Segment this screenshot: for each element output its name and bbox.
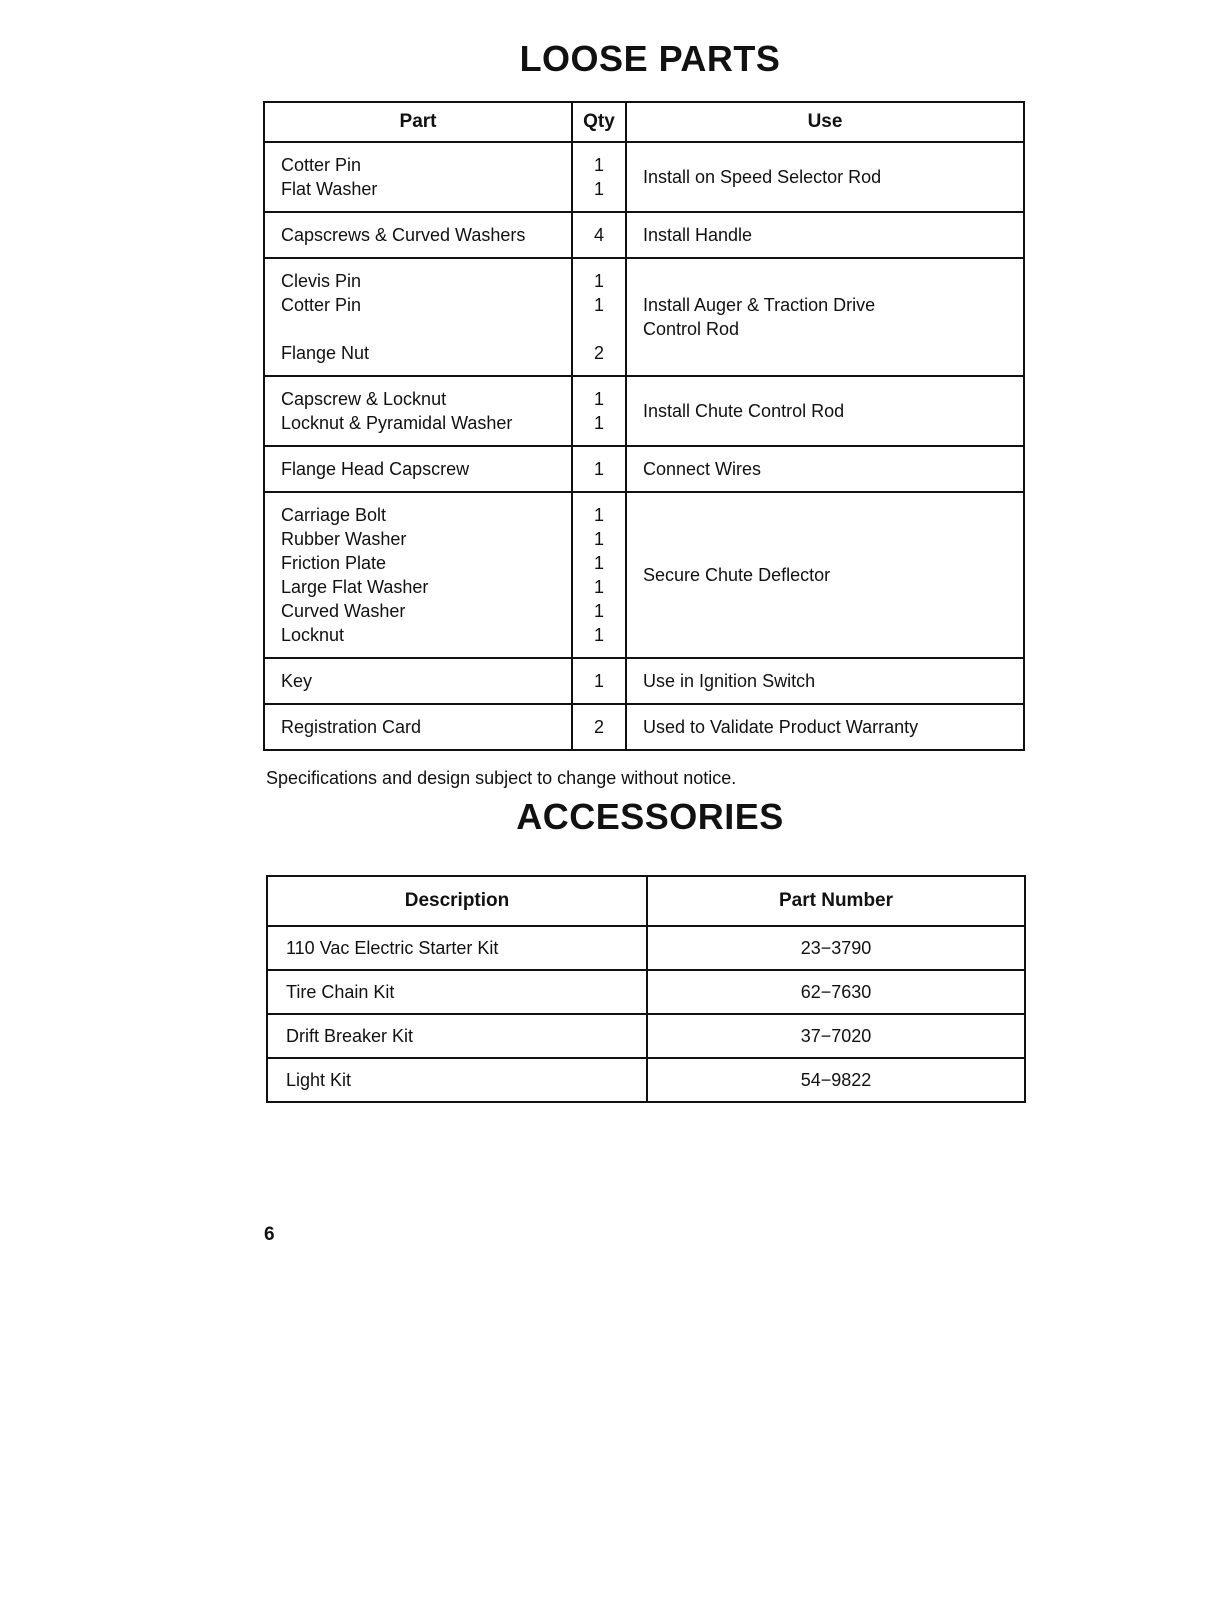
qty-cell-line xyxy=(577,317,621,341)
use-cell-line: Control Rod xyxy=(643,319,740,339)
table-row xyxy=(264,142,1024,212)
table-row xyxy=(264,446,1024,492)
table-header-row xyxy=(267,876,1025,926)
qty-column-header: Qty xyxy=(572,102,626,142)
part-cell-line: Cotter Pin xyxy=(281,295,362,315)
table-row xyxy=(267,970,1025,1014)
part-cell xyxy=(264,142,572,212)
qty-cell-line: 1 xyxy=(593,295,604,315)
part-cell xyxy=(264,704,572,750)
qty-cell xyxy=(572,492,626,658)
use-cell-line: Install on Speed Selector Rod xyxy=(643,167,882,187)
qty-cell-line: 1 xyxy=(593,271,604,291)
part-cell-line: Cotter Pin xyxy=(281,155,362,175)
use-cell xyxy=(626,704,1024,750)
part-number-cell: 54−9822 xyxy=(647,1058,1025,1102)
part-cell-line: Key xyxy=(281,671,313,691)
qty-cell-line: 2 xyxy=(593,343,604,363)
qty-cell-line: 4 xyxy=(593,225,604,245)
page-number: 6 xyxy=(264,1224,275,1245)
table-row xyxy=(264,376,1024,446)
qty-cell-line: 1 xyxy=(593,601,604,621)
description-cell: Drift Breaker Kit xyxy=(267,1014,647,1058)
table-row xyxy=(264,704,1024,750)
qty-cell-line: 2 xyxy=(593,717,604,737)
loose-parts-table xyxy=(263,101,1025,751)
qty-cell xyxy=(572,142,626,212)
use-cell xyxy=(626,142,1024,212)
part-cell-line: Capscrews & Curved Washers xyxy=(281,225,526,245)
use-cell xyxy=(626,658,1024,704)
part-cell-line xyxy=(281,317,555,341)
qty-cell-line: 1 xyxy=(593,577,604,597)
qty-cell-line: 1 xyxy=(593,459,604,479)
qty-cell xyxy=(572,212,626,258)
table-row xyxy=(264,658,1024,704)
description-cell: Tire Chain Kit xyxy=(267,970,647,1014)
part-cell-line: Curved Washer xyxy=(281,601,406,621)
part-cell-line: Large Flat Washer xyxy=(281,577,429,597)
qty-cell-line: 1 xyxy=(593,671,604,691)
part-cell xyxy=(264,446,572,492)
use-cell-line: Install Handle xyxy=(643,225,753,245)
qty-cell-line: 1 xyxy=(593,529,604,549)
qty-cell-line: 1 xyxy=(593,413,604,433)
table-header-row xyxy=(264,102,1024,142)
qty-cell-line: 1 xyxy=(593,625,604,645)
loose-parts-body xyxy=(264,142,1024,750)
table-row xyxy=(267,1014,1025,1058)
use-cell xyxy=(626,258,1024,376)
table-row xyxy=(267,1058,1025,1102)
part-cell-line: Friction Plate xyxy=(281,553,387,573)
part-cell-line: Flange Nut xyxy=(281,343,370,363)
accessories-title: ACCESSORIES xyxy=(516,796,784,837)
part-cell xyxy=(264,376,572,446)
table-row xyxy=(264,212,1024,258)
part-cell-line: Locknut xyxy=(281,625,345,645)
qty-cell-line: 1 xyxy=(593,179,604,199)
qty-cell xyxy=(572,258,626,376)
use-cell-line: Secure Chute Deflector xyxy=(643,565,831,585)
accessories-body xyxy=(267,926,1025,1102)
qty-cell-line: 1 xyxy=(593,389,604,409)
use-cell-line: Install Chute Control Rod xyxy=(643,401,845,421)
qty-cell xyxy=(572,446,626,492)
part-column-header: Part xyxy=(264,102,572,142)
qty-cell xyxy=(572,376,626,446)
part-cell-line: Flat Washer xyxy=(281,179,378,199)
qty-cell-line: 1 xyxy=(593,155,604,175)
part-cell-line: Clevis Pin xyxy=(281,271,362,291)
part-cell xyxy=(264,658,572,704)
part-number-cell: 23−3790 xyxy=(647,926,1025,970)
part-cell-line: Locknut & Pyramidal Washer xyxy=(281,413,513,433)
part-cell-line: Capscrew & Locknut xyxy=(281,389,447,409)
part-number-cell: 62−7630 xyxy=(647,970,1025,1014)
qty-cell xyxy=(572,704,626,750)
part-number-cell: 37−7020 xyxy=(647,1014,1025,1058)
part-cell xyxy=(264,492,572,658)
use-cell-line: Install Auger & Traction Drive xyxy=(643,295,876,315)
use-cell xyxy=(626,446,1024,492)
part-cell-line: Flange Head Capscrew xyxy=(281,459,470,479)
part-cell-line: Carriage Bolt xyxy=(281,505,387,525)
part-cell xyxy=(264,258,572,376)
description-cell: 110 Vac Electric Starter Kit xyxy=(267,926,647,970)
use-cell xyxy=(626,212,1024,258)
use-column-header: Use xyxy=(626,102,1024,142)
use-cell xyxy=(626,492,1024,658)
qty-cell-line: 1 xyxy=(593,553,604,573)
specifications-note: Specifications and design subject to change without notice. xyxy=(266,768,737,788)
table-row xyxy=(267,926,1025,970)
part-number-column-header: Part Number xyxy=(647,876,1025,926)
use-cell xyxy=(626,376,1024,446)
table-row xyxy=(264,258,1024,376)
loose-parts-title: LOOSE PARTS xyxy=(519,38,781,79)
use-cell-line: Used to Validate Product Warranty xyxy=(643,717,919,737)
table-row xyxy=(264,492,1024,658)
qty-cell-line: 1 xyxy=(593,505,604,525)
part-cell-line: Rubber Washer xyxy=(281,529,407,549)
part-cell xyxy=(264,212,572,258)
use-cell-line: Use in Ignition Switch xyxy=(643,671,816,691)
description-column-header: Description xyxy=(267,876,647,926)
qty-cell xyxy=(572,658,626,704)
use-cell-line: Connect Wires xyxy=(643,459,762,479)
accessories-table xyxy=(266,875,1026,1103)
part-cell-line: Registration Card xyxy=(281,717,422,737)
description-cell: Light Kit xyxy=(267,1058,647,1102)
